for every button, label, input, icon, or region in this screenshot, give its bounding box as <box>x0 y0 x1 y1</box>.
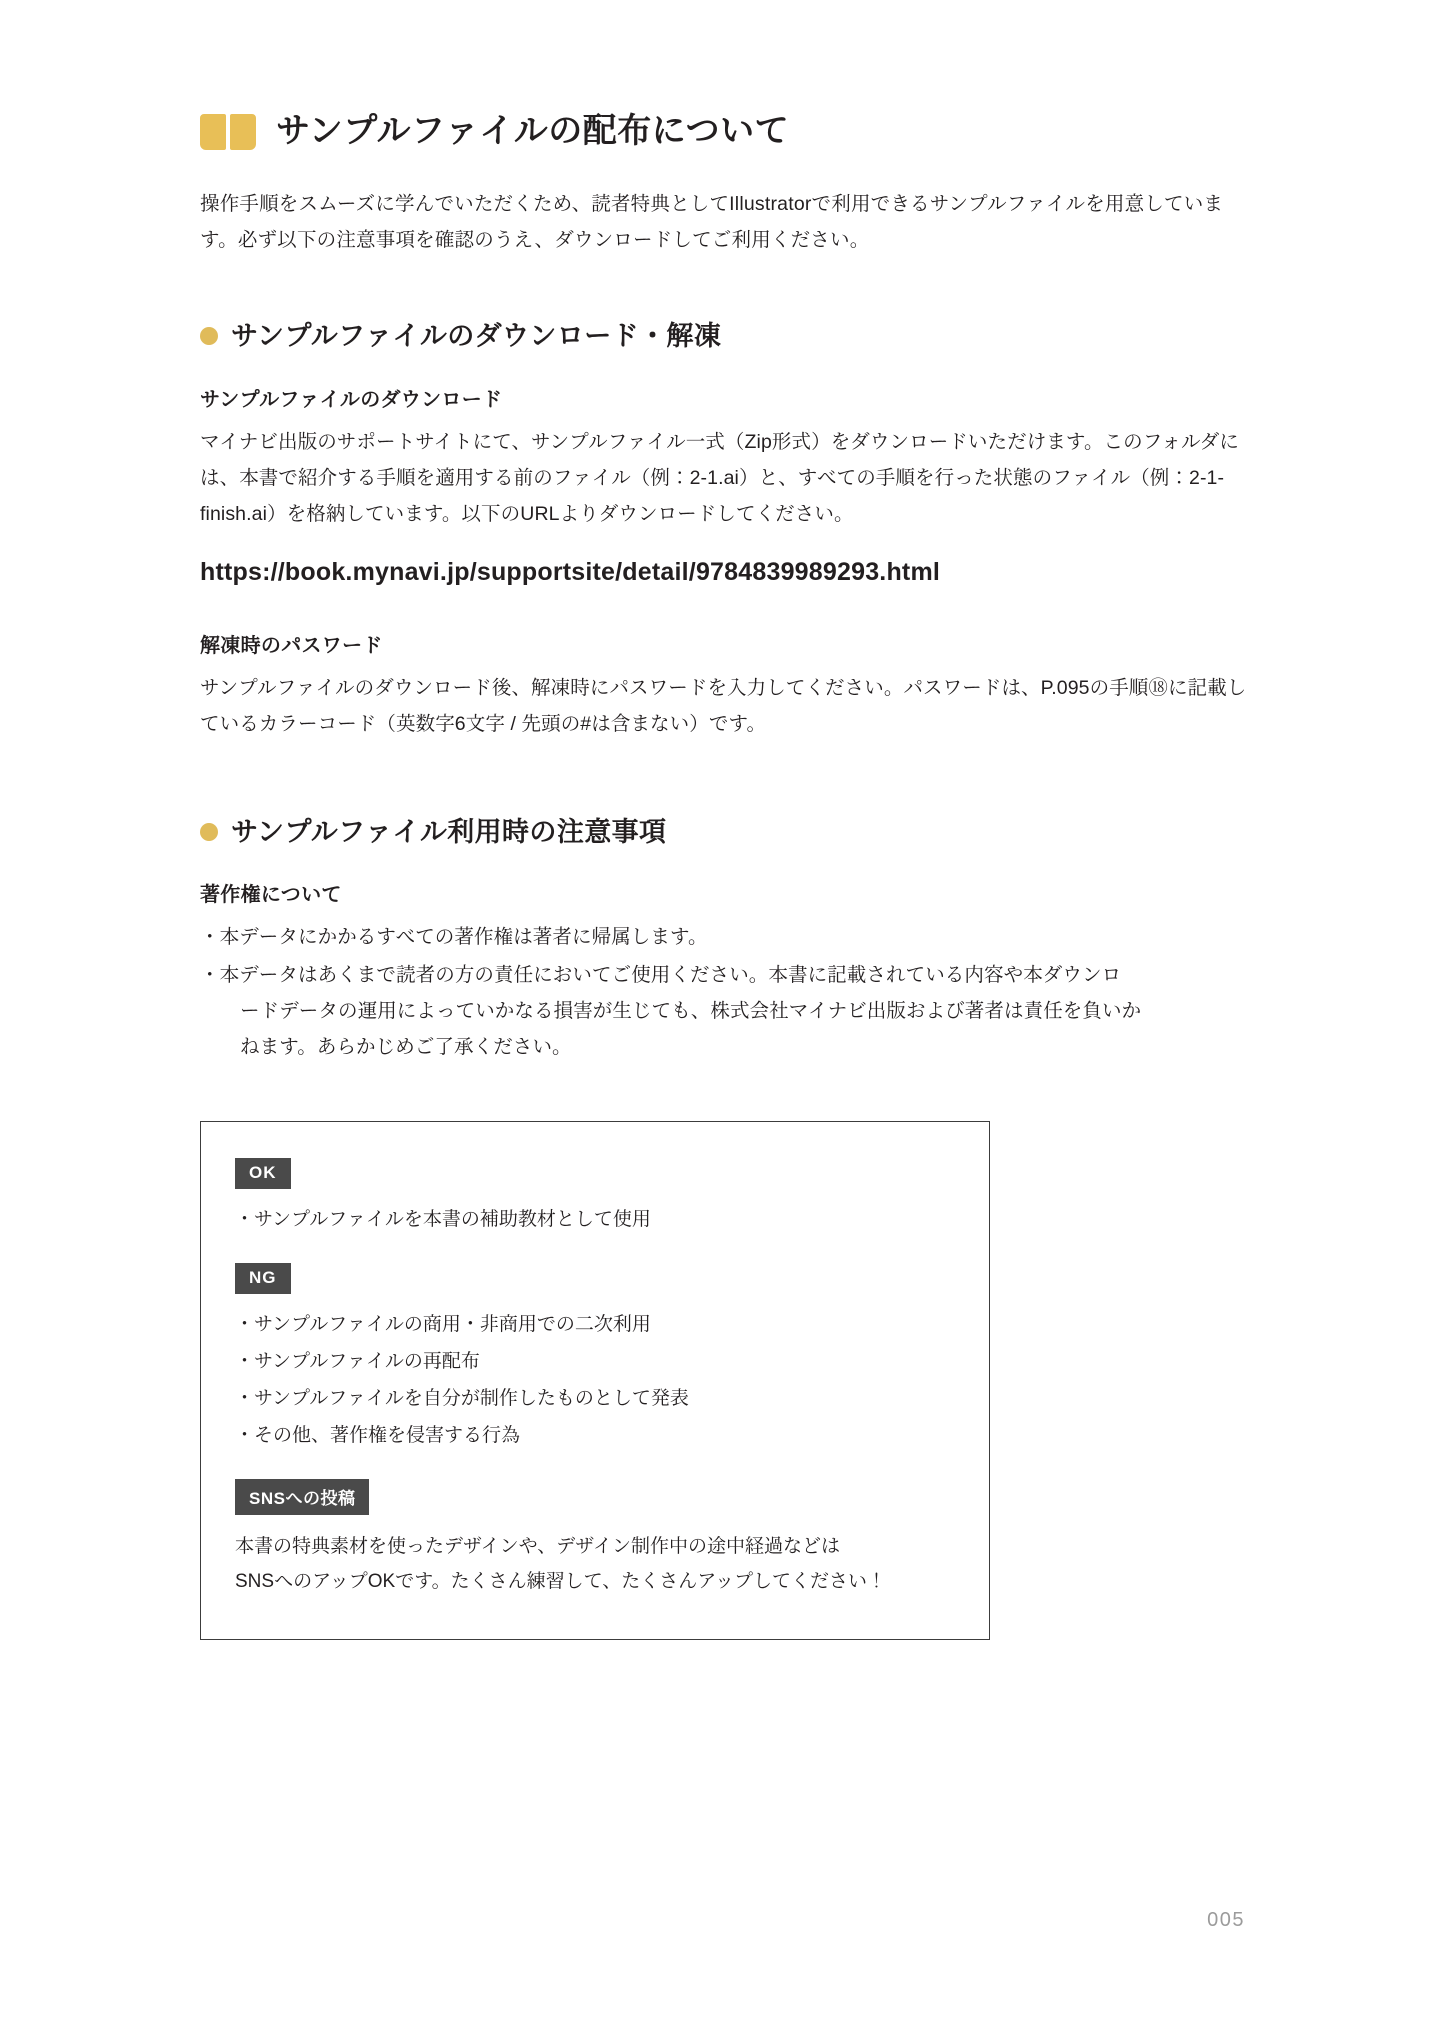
list-item: ・サンプルファイルの商用・非商用での二次利用 <box>235 1313 651 1335</box>
list-item: ・サンプルファイルを自分が制作したものとして発表 <box>235 1388 689 1410</box>
list-item <box>200 957 1250 1065</box>
status-badge-ok: OK <box>235 1158 291 1189</box>
list-item: ・本データにかかるすべての著作権は著者に帰属します。 <box>200 926 708 949</box>
list-item: ・サンプルファイルを本書の補助教材として使用 <box>235 1209 651 1231</box>
download-url[interactable]: https://book.mynavi.jp/supportsite/detail/9784839989293.html <box>200 557 941 586</box>
list-item-line: ードデータの運用によっていかなる損害が生じても、株式会社マイナビ出版および著者は責任を負いか <box>240 1000 1142 1023</box>
list-item-line: ・本データはあくまで読者の方の責任においてご使用ください。本書に記載されている内容や本ダウンロ <box>200 964 1122 987</box>
section-title: サンプルファイル利用時の注意事項 <box>231 816 667 847</box>
list-item: ・サンプルファイルの再配布 <box>235 1350 480 1372</box>
list-item: ・その他、著作権を侵害する行為 <box>235 1425 521 1447</box>
status-badge-ng: NG <box>235 1263 291 1294</box>
sns-text-line-2: SNSへのアップOKです。たくさん練習して、たくさんアップしてください！ <box>235 1570 886 1592</box>
section-title: サンプルファイルのダウンロード・解凍 <box>231 321 722 352</box>
section-heading-notes <box>200 816 1250 848</box>
copyright-list <box>200 919 1250 1065</box>
lead-paragraph: 操作手順をスムーズに学んでいただくため、読者特典としてIllustratorで利用できるサンプルファイルを用意しています。必ず以下の注意事項を確認のうえ、ダウンロードしてご利用ください。 <box>200 193 1224 252</box>
subsection-title-copyright: 著作権について <box>200 884 342 907</box>
ok-list <box>235 1203 955 1236</box>
section-heading-download <box>200 320 1250 352</box>
subsection-body-password: サンプルファイルのダウンロード後、解凍時にパスワードを入力してください。パスワードは、P.095の手順⑱に記載しているカラーコード（英数字6文字 / 先頭の#は含まない）です。 <box>200 676 1247 735</box>
page-title: サンプルファイルの配布について <box>276 111 790 150</box>
status-badge-sns: SNSへの投稿 <box>235 1479 369 1515</box>
page-number: 005 <box>1207 1909 1245 1931</box>
subsection-title-password: 解凍時のパスワード <box>200 634 383 657</box>
bullet-dot-icon <box>200 823 218 841</box>
page-content <box>200 110 1250 1640</box>
page-title-row <box>200 110 1250 152</box>
subsection-body-download: マイナビ出版のサポートサイトにて、サンプルファイル一式（Zip形式）をダウンロードいただけます。このフォルダには、本書で紹介する手順を適用する前のファイル（例：2-1.ai）と、すべての手順を行った状態のファイル（例：2-1-finish.ai）を格納しています。以下のURLよりダウンロードしてください。 <box>200 430 1239 525</box>
open-book-icon <box>200 110 258 152</box>
list-item-line: ねます。あらかじめご了承ください。 <box>240 1036 572 1059</box>
subsection-title-download: サンプルファイルのダウンロード <box>200 388 503 411</box>
usage-notice-box <box>200 1121 990 1640</box>
ng-list <box>235 1308 955 1453</box>
bullet-dot-icon <box>200 327 218 345</box>
sns-text-line-1: 本書の特典素材を使ったデザインや、デザイン制作中の途中経過などは <box>235 1535 840 1557</box>
